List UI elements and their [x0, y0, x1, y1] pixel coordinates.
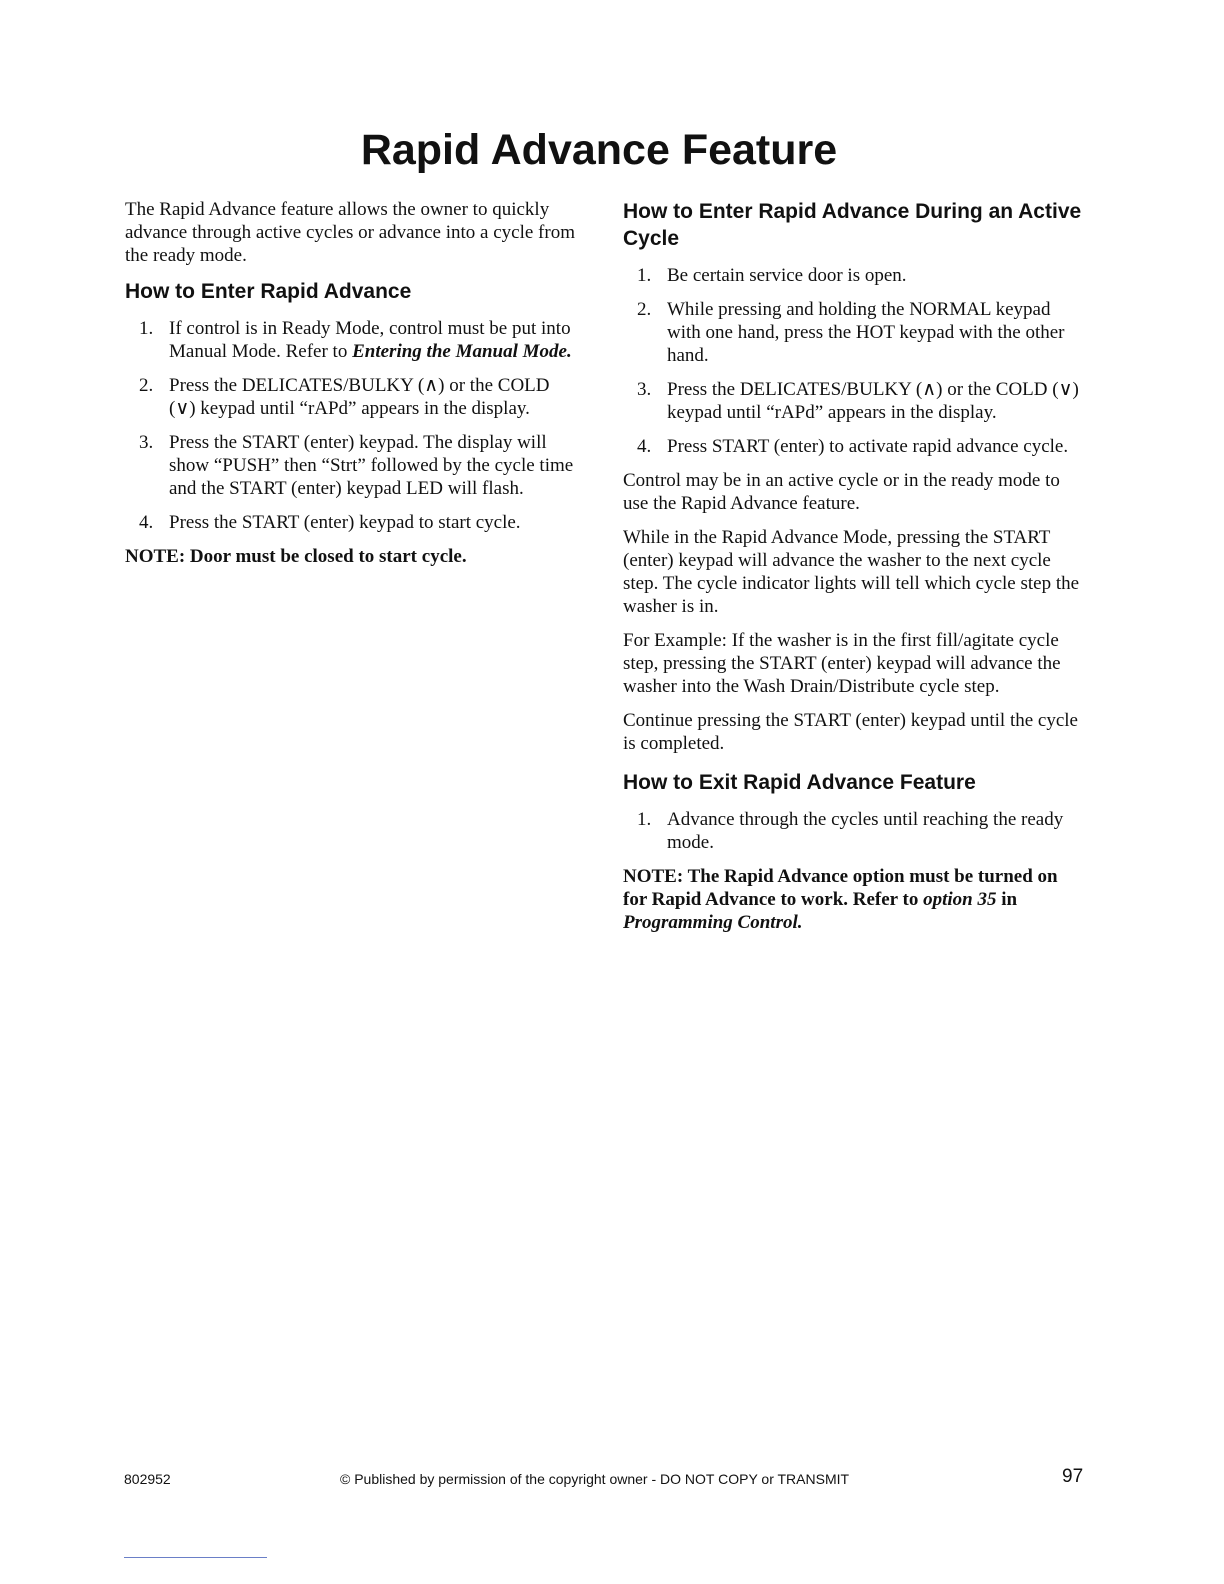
list-item	[623, 378, 1083, 424]
section-heading-active-cycle: How to Enter Rapid Advance During an Active Cycle	[623, 200, 1082, 250]
step-number: 1.	[637, 265, 652, 286]
step-text: Press the DELICATES/BULKY (∧) or the COLD (∨) keypad until “rAPd” appears in the display.	[667, 379, 1079, 423]
right-column	[623, 198, 1083, 945]
note-text: NOTE: The Rapid Advance option must be turned on for Rapid Advance to work. Refer to	[623, 866, 1058, 910]
step-number: 1.	[637, 809, 652, 830]
step-text: While pressing and holding the NORMAL keypad with one hand, press the HOT keypad with the other hand.	[667, 299, 1065, 366]
step-number: 3.	[637, 379, 652, 400]
list-item	[623, 264, 1083, 287]
step-text: Press the START (enter) keypad. The display will show “PUSH” then “Strt” followed by the cycle time and the START (enter) keypad LED will flash.	[169, 432, 574, 499]
step-number: 4.	[139, 512, 154, 533]
footer-copyright: © Published by permission of the copyright owner - DO NOT COPY or TRANSMIT	[340, 1471, 850, 1487]
exit-steps-list	[623, 808, 1083, 854]
section-heading-exit: How to Exit Rapid Advance Feature	[623, 771, 976, 794]
door-note: NOTE: Door must be closed to start cycle.	[125, 546, 467, 567]
list-item	[125, 317, 580, 363]
left-column	[125, 198, 580, 579]
step-number: 2.	[139, 375, 154, 396]
step-number: 2.	[637, 299, 652, 320]
list-item	[125, 511, 580, 534]
list-item	[125, 431, 580, 500]
step-text: Advance through the cycles until reaching the ready mode.	[667, 809, 1064, 853]
enter-steps-list	[125, 317, 580, 534]
section-heading-enter: How to Enter Rapid Advance	[125, 280, 412, 303]
step-reference: Entering the Manual Mode.	[352, 341, 572, 362]
footer-doc-number: 802952	[124, 1471, 171, 1487]
note-programming-reference: Programming Control.	[623, 912, 803, 933]
list-item	[623, 298, 1083, 367]
step-number: 3.	[139, 432, 154, 453]
option-note	[623, 865, 1083, 934]
note-text-in: in	[996, 889, 1018, 910]
footer-divider	[124, 1557, 267, 1558]
active-cycle-steps-list	[623, 264, 1083, 458]
list-item	[125, 374, 580, 420]
note-option-reference: option 35	[923, 889, 997, 910]
list-item	[623, 808, 1083, 854]
paragraph-continue: Continue pressing the START (enter) keypad until the cycle is completed.	[623, 710, 1078, 754]
paragraph-example: For Example: If the washer is in the first fill/agitate cycle step, pressing the START (enter) keypad will advance the washer into the Wash Drain/Distribute cycle step.	[623, 630, 1061, 697]
step-text: Be certain service door is open.	[667, 265, 907, 286]
step-number: 4.	[637, 436, 652, 457]
list-item	[623, 435, 1083, 458]
step-text: Press the DELICATES/BULKY (∧) or the COLD (∨) keypad until “rAPd” appears in the display.	[169, 375, 550, 419]
step-text: Press the START (enter) keypad to start cycle.	[169, 512, 521, 533]
step-text: Press START (enter) to activate rapid advance cycle.	[667, 436, 1069, 457]
page-title: Rapid Advance Feature	[360, 126, 838, 174]
intro-paragraph: The Rapid Advance feature allows the owner to quickly advance through active cycles or advance into a cycle from the ready mode.	[125, 199, 575, 266]
paragraph-advance-mode: While in the Rapid Advance Mode, pressing the START (enter) keypad will advance the washer to the next cycle step. The cycle indicator lights will tell which cycle step the washer is in.	[623, 527, 1080, 617]
step-text: If control is in Ready Mode, control must be put into Manual Mode. Refer to	[169, 318, 571, 362]
footer-page-number: 97	[1062, 1466, 1084, 1487]
step-number: 1.	[139, 318, 154, 339]
paragraph-active-or-ready: Control may be in an active cycle or in the ready mode to use the Rapid Advance feature.	[623, 470, 1060, 514]
